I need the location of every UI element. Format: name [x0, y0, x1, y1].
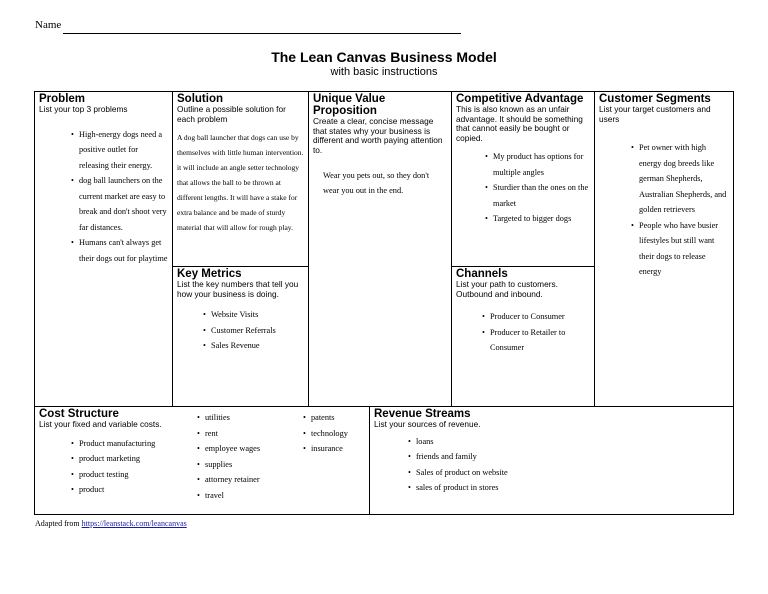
- revenue-desc: List your sources of revenue.: [374, 419, 481, 429]
- segments-list: [631, 140, 729, 280]
- list-item: • People who have busier lifestyles but still want their dogs to release energy: [631, 218, 729, 280]
- list-item: • Producer to Retailer to Consumer: [482, 325, 590, 356]
- list-item: • rent: [197, 426, 317, 442]
- solution-text: A dog ball launcher that dogs can use by themselves with little human intervention. it will include an angle setter technology that allows the ball to be thrown at different lengths. It will have a stake for extra balance and be made of sturdy material that will allow for rough play.: [177, 133, 304, 232]
- channels-heading: Channels: [456, 268, 508, 280]
- list-item: • supplies: [197, 457, 317, 473]
- competitive-desc: This is also known as an unfair advantage. It should be something that cannot easily be bought or copied.: [456, 104, 583, 143]
- channels-list: [482, 309, 590, 356]
- revenue-box: [369, 406, 734, 515]
- list-item: • Sales of product on website: [408, 465, 729, 481]
- cost-desc: List your fixed and variable costs.: [39, 419, 162, 429]
- list-item: • product marketing: [71, 451, 171, 467]
- list-item: • attorney retainer: [197, 472, 317, 488]
- list-item: • sales of product in stores: [408, 480, 729, 496]
- cost-heading: Cost Structure: [39, 408, 119, 420]
- list-item: • Producer to Consumer: [482, 309, 590, 325]
- list-item: • Sturdier than the ones on the market: [485, 180, 590, 211]
- list-item: • product testing: [71, 467, 171, 483]
- list-item: • My product has options for multiple angles: [485, 149, 590, 180]
- list-item: • High-energy dogs need a positive outlet for releasing their energy.: [71, 127, 168, 174]
- list-item: • loans: [408, 434, 729, 450]
- list-item: • Sales Revenue: [203, 338, 304, 354]
- revenue-heading: Revenue Streams: [374, 408, 471, 420]
- list-item: • Product manufacturing: [71, 436, 171, 452]
- name-label: Name: [35, 19, 62, 31]
- problem-heading: Problem: [39, 93, 86, 105]
- revenue-list: [408, 434, 729, 496]
- list-item: • Website Visits: [203, 307, 304, 323]
- problem-box: [34, 91, 173, 407]
- uvp-text: Wear you pets out, so they don't wear you out in the end.: [323, 171, 430, 195]
- competitive-list: [485, 149, 590, 227]
- list-item: • utilities: [197, 410, 317, 426]
- list-item: • travel: [197, 488, 317, 504]
- list-item: • technology: [303, 426, 369, 442]
- list-item: • product: [71, 482, 171, 498]
- cost-box: [34, 406, 370, 515]
- footer-prefix: Adapted from: [35, 519, 82, 528]
- name-line[interactable]: [63, 33, 461, 34]
- problem-list: [71, 127, 168, 267]
- problem-desc: List your top 3 problems: [39, 104, 128, 114]
- uvp-box: [308, 91, 452, 407]
- segments-heading: Customer Segments: [599, 93, 711, 105]
- cost-list-c: [303, 410, 369, 457]
- page-title: The Lean Canvas Business Model: [271, 49, 497, 65]
- uvp-heading: Unique Value Proposition: [313, 93, 386, 117]
- channels-box: [451, 266, 595, 407]
- list-item: • dog ball launchers on the current market are easy to break and don't shoot very far distances.: [71, 173, 168, 235]
- list-item: • employee wages: [197, 441, 317, 457]
- key-metrics-desc: List the key numbers that tell you how your business is doing.: [177, 279, 299, 299]
- key-metrics-heading: Key Metrics: [177, 268, 242, 280]
- list-item: • friends and family: [408, 449, 729, 465]
- solution-desc: Outline a possible solution for each problem: [177, 104, 286, 124]
- list-item: • Customer Referrals: [203, 323, 304, 339]
- segments-box: [594, 91, 734, 407]
- leanstack-link[interactable]: https://leanstack.com/leancanvas: [81, 519, 187, 528]
- competitive-box: [451, 91, 595, 267]
- cost-list-b: [197, 410, 317, 503]
- channels-desc: List your path to customers. Outbound and inbound.: [456, 279, 558, 299]
- key-metrics-list: [203, 307, 304, 354]
- cost-list-a: [71, 436, 171, 498]
- list-item: • Pet owner with high energy dog breeds like german Shepherds, Australian Shepherds, and golden retrievers: [631, 140, 729, 218]
- list-item: • Targeted to bigger dogs: [485, 211, 590, 227]
- solution-heading: Solution: [177, 93, 223, 105]
- segments-desc: List your target customers and users: [599, 104, 711, 124]
- lean-canvas: [34, 91, 734, 515]
- footer: [35, 519, 187, 528]
- page-subtitle: with basic instructions: [330, 66, 438, 78]
- list-item: • Humans can't always get their dogs out for playtime: [71, 235, 168, 266]
- solution-box: [172, 91, 309, 267]
- uvp-desc: Create a clear, concise message that states why your business is different and worth paying attention to.: [313, 116, 443, 155]
- key-metrics-box: [172, 266, 309, 407]
- list-item: • insurance: [303, 441, 369, 457]
- list-item: • patents: [303, 410, 369, 426]
- competitive-heading: Competitive Advantage: [456, 93, 584, 105]
